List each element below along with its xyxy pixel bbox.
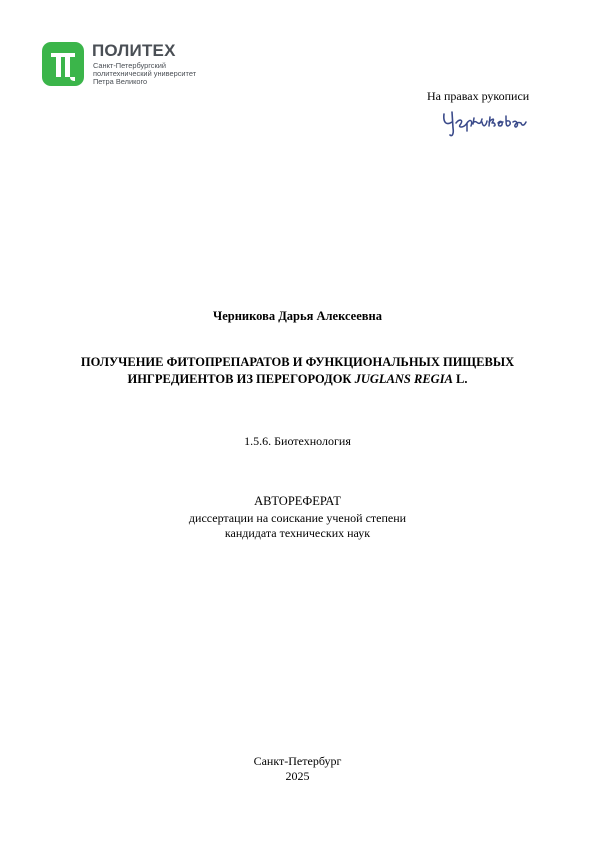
abstract-line: кандидата технических наук xyxy=(224,526,371,540)
title-line: ПОЛУЧЕНИЕ ФИТОПРЕПАРАТОВ И ФУНКЦИОНАЛЬНЫХ ПИЩЕВЫХ xyxy=(80,355,515,369)
footer-year: 2025 xyxy=(285,769,310,783)
species-name: JUGLANS REGIA xyxy=(354,372,453,386)
university-logo xyxy=(42,42,242,90)
logo-subtitle-line: политехнический университет xyxy=(93,69,197,79)
footer-city: Санкт-Петербург xyxy=(253,754,342,768)
logo-title: ПОЛИТЕХ xyxy=(92,41,176,60)
manuscript-rights: На правах рукописи xyxy=(427,89,530,103)
abstract-block xyxy=(0,494,595,541)
logo-subtitle-line: Петра Великого xyxy=(93,77,148,87)
handwritten-signature xyxy=(440,104,540,140)
title-line: ИНГРЕДИЕНТОВ ИЗ ПЕРЕГОРОДОК JUGLANS REGIA L. xyxy=(127,372,468,386)
logo-subtitle xyxy=(93,62,196,87)
dissertation-title xyxy=(0,354,595,388)
abstract-heading: АВТОРЕФЕРАТ xyxy=(254,494,341,508)
abstract-line: диссертации на соискание ученой степени xyxy=(188,511,407,525)
polytech-logo-icon xyxy=(42,42,84,86)
footer-block xyxy=(0,754,595,784)
author-name: Черникова Дарья Алексеевна xyxy=(213,309,382,323)
specialty-code: 1.5.6. Биотехнология xyxy=(244,434,351,448)
logo-subtitle-line: Санкт-Петербургский xyxy=(93,61,166,70)
